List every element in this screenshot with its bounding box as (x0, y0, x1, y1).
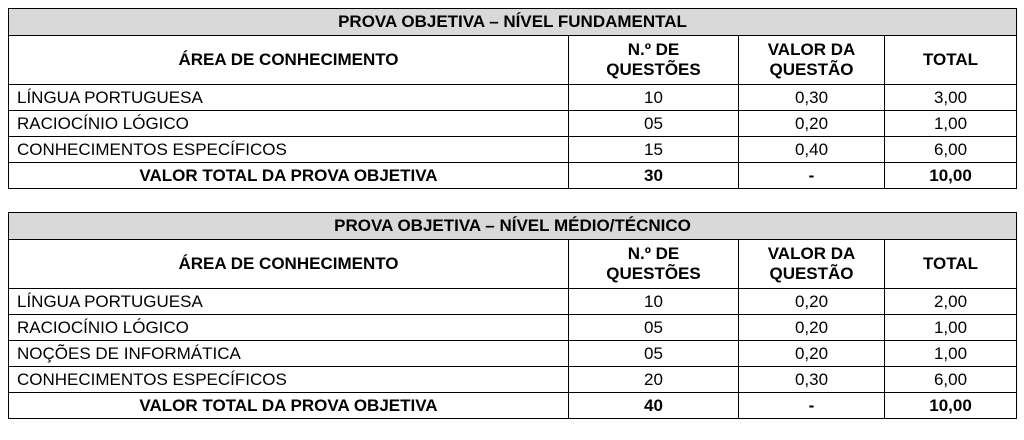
table-title-row (9, 213, 1017, 240)
cell-area: LÍNGUA PORTUGUESA (9, 85, 569, 111)
footer-label: VALOR TOTAL DA PROVA OBJETIVA (9, 163, 569, 189)
cell-valor: 0,20 (739, 289, 885, 315)
footer-total: 10,00 (885, 163, 1017, 189)
cell-total: 1,00 (885, 341, 1017, 367)
table-row (9, 367, 1017, 393)
header-num-questoes (569, 36, 739, 85)
cell-valor: 0,30 (739, 85, 885, 111)
cell-total: 6,00 (885, 367, 1017, 393)
header-valor-line2: QUESTÃO (769, 264, 854, 283)
footer-valor: - (739, 163, 885, 189)
header-num-questoes-line1: N.º DE (627, 244, 680, 263)
header-valor (739, 240, 885, 289)
header-total: TOTAL (885, 36, 1017, 85)
footer-questoes: 30 (569, 163, 739, 189)
table-row (9, 341, 1017, 367)
cell-questoes: 05 (569, 341, 739, 367)
table-title: PROVA OBJETIVA – NÍVEL MÉDIO/TÉCNICO (9, 213, 1017, 240)
cell-total: 2,00 (885, 289, 1017, 315)
header-valor-line1: VALOR DA (767, 40, 856, 59)
header-total: TOTAL (885, 240, 1017, 289)
cell-valor: 0,20 (739, 341, 885, 367)
header-num-questoes-line2: QUESTÕES (606, 264, 701, 283)
cell-area: LÍNGUA PORTUGUESA (9, 289, 569, 315)
cell-area: CONHECIMENTOS ESPECÍFICOS (9, 137, 569, 163)
footer-valor: - (739, 393, 885, 419)
cell-questoes: 05 (569, 111, 739, 137)
cell-area: RACIOCÍNIO LÓGICO (9, 315, 569, 341)
cell-valor: 0,40 (739, 137, 885, 163)
cell-questoes: 20 (569, 367, 739, 393)
header-num-questoes-line1: N.º DE (627, 40, 680, 59)
header-area: ÁREA DE CONHECIMENTO (9, 240, 569, 289)
header-area: ÁREA DE CONHECIMENTO (9, 36, 569, 85)
cell-area: CONHECIMENTOS ESPECÍFICOS (9, 367, 569, 393)
table-row (9, 85, 1017, 111)
cell-valor: 0,30 (739, 367, 885, 393)
exam-table-fundamental (8, 8, 1017, 189)
header-valor (739, 36, 885, 85)
table-title-row (9, 9, 1017, 36)
cell-valor: 0,20 (739, 315, 885, 341)
cell-questoes: 05 (569, 315, 739, 341)
table-header-row (9, 240, 1017, 289)
header-num-questoes-line2: QUESTÕES (606, 60, 701, 79)
cell-valor: 0,20 (739, 111, 885, 137)
cell-questoes: 10 (569, 289, 739, 315)
table-row (9, 137, 1017, 163)
cell-area: NOÇÕES DE INFORMÁTICA (9, 341, 569, 367)
cell-questoes: 10 (569, 85, 739, 111)
footer-label: VALOR TOTAL DA PROVA OBJETIVA (9, 393, 569, 419)
cell-area: RACIOCÍNIO LÓGICO (9, 111, 569, 137)
table-header-row (9, 36, 1017, 85)
table-title: PROVA OBJETIVA – NÍVEL FUNDAMENTAL (9, 9, 1017, 36)
footer-questoes: 40 (569, 393, 739, 419)
cell-total: 6,00 (885, 137, 1017, 163)
header-num-questoes (569, 240, 739, 289)
cell-total: 1,00 (885, 315, 1017, 341)
footer-total: 10,00 (885, 393, 1017, 419)
cell-total: 3,00 (885, 85, 1017, 111)
cell-questoes: 15 (569, 137, 739, 163)
table-row (9, 111, 1017, 137)
header-valor-line1: VALOR DA (767, 244, 856, 263)
cell-total: 1,00 (885, 111, 1017, 137)
header-valor-line2: QUESTÃO (769, 60, 854, 79)
table-row (9, 315, 1017, 341)
table-footer-row (9, 393, 1017, 419)
exam-table-medio-tecnico (8, 212, 1017, 419)
table-row (9, 289, 1017, 315)
table-footer-row (9, 163, 1017, 189)
